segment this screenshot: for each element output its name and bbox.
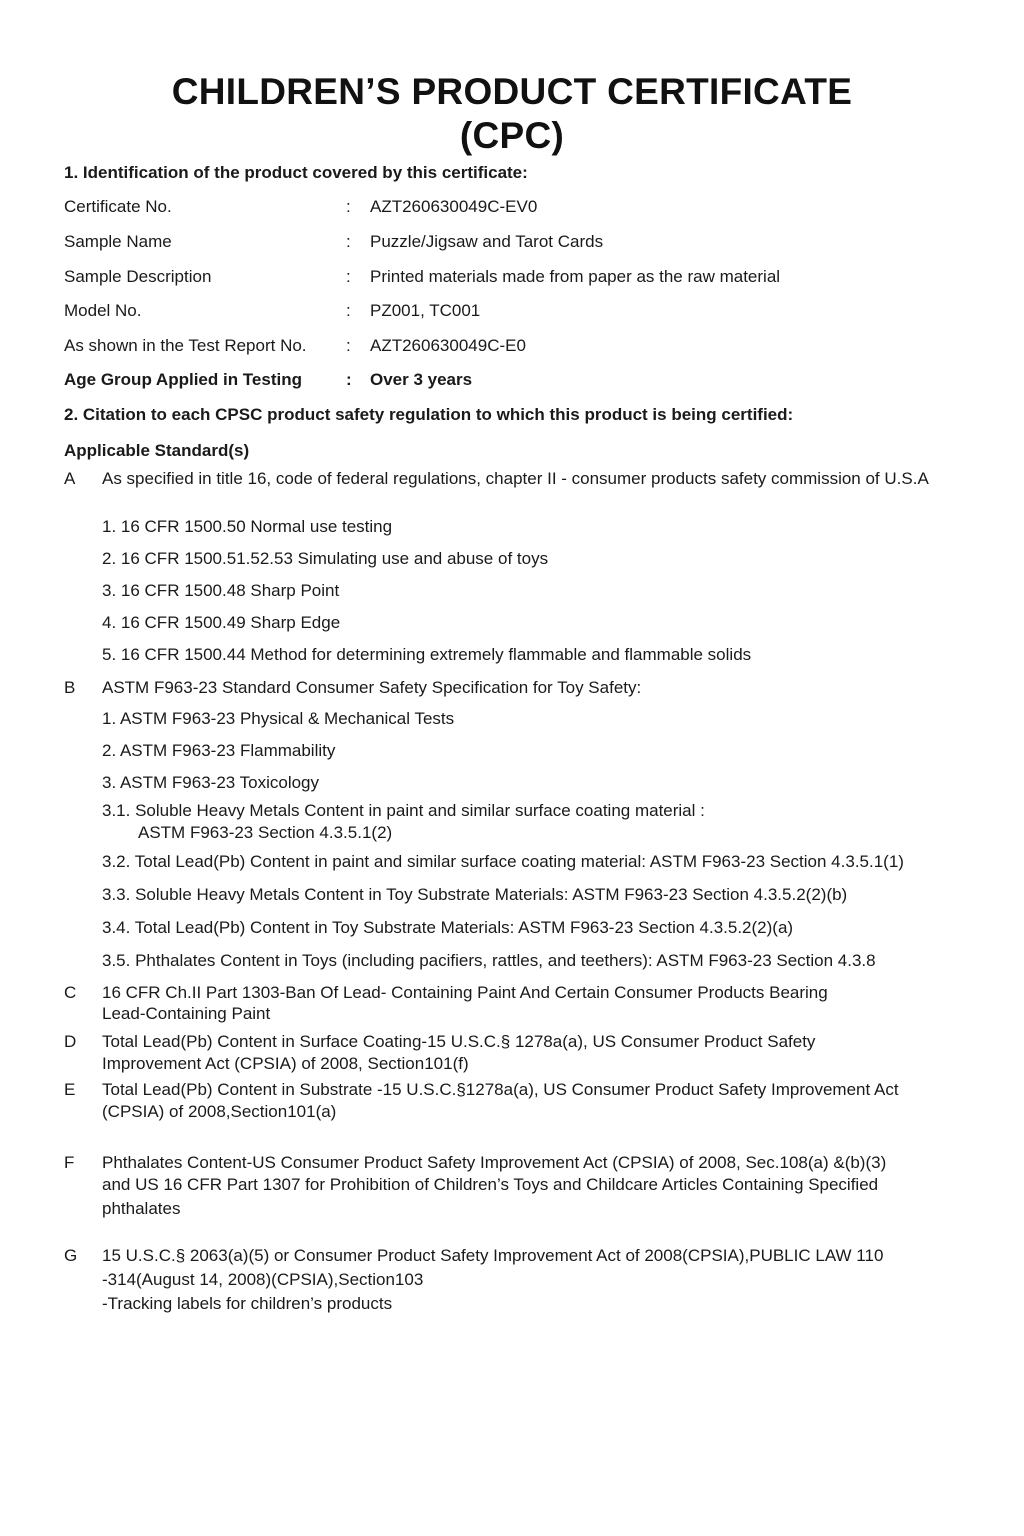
clause-b-text: ASTM F963-23 Standard Consumer Safety Specification for Toy Safety: [102, 678, 642, 697]
clause-g-line: 15 U.S.C.§ 2063(a)(5) or Consumer Product Safety Improvement Act of 2008(CPSIA),PUBLIC LAW 110 [102, 1246, 884, 1265]
clause-g-line: -Tracking labels for children’s products [102, 1294, 393, 1313]
clause-c-line: 16 CFR Ch.II Part 1303-Ban Of Lead- Containing Paint And Certain Consumer Products Bearing [102, 983, 828, 1002]
title-line-1: CHILDREN’S PRODUCT CERTIFICATE [171, 71, 853, 112]
row-value-age-group: Over 3 years [370, 370, 473, 389]
clause-g-line: -314(August 14, 2008)(CPSIA),Section103 [102, 1270, 424, 1289]
clause-letter-a: A [64, 469, 76, 488]
clause-b-item: 1. ASTM F963-23 Physical & Mechanical Tests [102, 709, 455, 728]
row-value-sample-name: Puzzle/Jigsaw and Tarot Cards [370, 232, 604, 251]
clause-a-item: 2. 16 CFR 1500.51.52.53 Simulating use and abuse of toys [102, 549, 549, 568]
clause-letter-e: E [64, 1080, 76, 1099]
clause-b-subitem-continued: ASTM F963-23 Section 4.3.5.1(2) [138, 823, 393, 842]
clause-e-line: (CPSIA) of 2008,Section101(a) [102, 1102, 337, 1121]
clause-letter-c: C [64, 983, 77, 1002]
clause-a-item: 4. 16 CFR 1500.49 Sharp Edge [102, 613, 341, 632]
clause-a-item: 5. 16 CFR 1500.44 Method for determining extremely flammable and flammable solids [102, 645, 752, 664]
clause-f-line: and US 16 CFR Part 1307 for Prohibition of Children’s Toys and Childcare Articles Containing Specified [102, 1175, 879, 1194]
clause-b-subitem: 3.1. Soluble Heavy Metals Content in paint and similar surface coating material : [102, 801, 705, 820]
row-colon: : [346, 267, 351, 286]
row-value-test-report-no: AZT260630049C-E0 [370, 336, 526, 355]
row-label-sample-description: Sample Description [64, 267, 212, 286]
clause-b-subitem: 3.4. Total Lead(Pb) Content in Toy Substrate Materials: ASTM F963-23 Section 4.3.5.2(2)(a) [102, 918, 794, 937]
clause-d-line: Improvement Act (CPSIA) of 2008, Section101(f) [102, 1054, 469, 1073]
clause-b-item: 2. ASTM F963-23 Flammability [102, 741, 336, 760]
clause-letter-b: B [64, 678, 76, 697]
clause-f-line: phthalates [102, 1199, 181, 1218]
row-value-certificate-no: AZT260630049C-EV0 [370, 197, 538, 216]
clause-c-line: Lead-Containing Paint [102, 1004, 271, 1023]
row-label-model-no: Model No. [64, 301, 142, 320]
clause-b-subitem: 3.5. Phthalates Content in Toys (including pacifiers, rattles, and teethers): ASTM F963-23 Section 4.3.8 [102, 951, 876, 970]
section-1-heading: 1. Identification of the product covered by this certificate: [64, 163, 528, 182]
clause-letter-d: D [64, 1032, 77, 1051]
clause-b-subitem: 3.2. Total Lead(Pb) Content in paint and similar surface coating material: ASTM F963-23 Section 4.3.5.1(1) [102, 852, 904, 871]
row-label-certificate-no: Certificate No. [64, 197, 172, 216]
clause-a-item: 3. 16 CFR 1500.48 Sharp Point [102, 581, 340, 600]
row-colon: : [346, 336, 351, 355]
row-colon: : [346, 197, 351, 216]
row-value-sample-description: Printed materials made from paper as the raw material [370, 267, 781, 286]
clause-a-text: As specified in title 16, code of federal regulations, chapter II - consumer products safety commission of U.S.A [102, 469, 929, 488]
section-2-heading: 2. Citation to each CPSC product safety regulation to which this product is being certified: [64, 405, 794, 424]
row-colon: : [346, 232, 351, 251]
certificate-title [0, 70, 1024, 158]
clause-f-line: Phthalates Content-US Consumer Product Safety Improvement Act (CPSIA) of 2008, Sec.108(a) &(b)(3) [102, 1153, 887, 1172]
row-label-test-report-no: As shown in the Test Report No. [64, 336, 307, 355]
clause-a-item: 1. 16 CFR 1500.50 Normal use testing [102, 517, 393, 536]
clause-b-item: 3. ASTM F963-23 Toxicology [102, 773, 320, 792]
clause-letter-f: F [64, 1153, 75, 1172]
clause-letter-g: G [64, 1246, 78, 1265]
row-label-age-group: Age Group Applied in Testing [64, 370, 302, 389]
row-value-model-no: PZ001, TC001 [370, 301, 481, 320]
row-colon: : [346, 370, 352, 389]
row-label-sample-name: Sample Name [64, 232, 172, 251]
title-line-2: (CPC) [459, 115, 565, 156]
clause-e-line: Total Lead(Pb) Content in Substrate -15 U.S.C.§1278a(a), US Consumer Product Safety Improvement Act [102, 1080, 899, 1099]
clause-d-line: Total Lead(Pb) Content in Surface Coating-15 U.S.C.§ 1278a(a), US Consumer Product Safety [102, 1032, 816, 1051]
row-colon: : [346, 301, 351, 320]
applicable-standards-heading: Applicable Standard(s) [64, 441, 250, 460]
clause-b-subitem: 3.3. Soluble Heavy Metals Content in Toy Substrate Materials: ASTM F963-23 Section 4.3.5.2(2)(b) [102, 885, 848, 904]
